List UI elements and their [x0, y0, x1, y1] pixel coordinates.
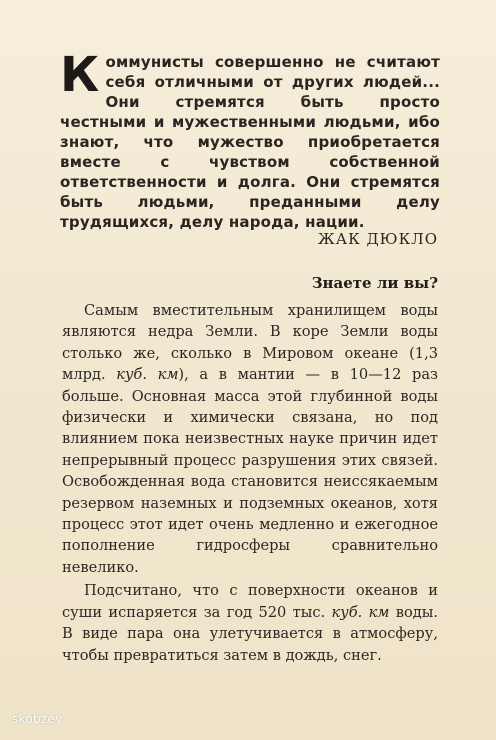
p1-text-b: ), а в мантии — в 10—12 раз больше. Основная масса этой глубинной воды физически и химически связана, но под влиянием пока неизвестных науке причин идет непрерывный процесс разрушения этих связей. Освобожденная вода становится неиссякаемым резервом наземных и подземных океанов, хотя процесс этот идет очень медленно и ежегодное пополнение гидросферы сравнительно невелико. — [62, 366, 438, 576]
quote-block — [60, 47, 440, 232]
drop-cap: К — [60, 47, 100, 103]
article-paragraph-2 — [62, 580, 438, 666]
article-body — [62, 300, 438, 666]
quote-text: оммунисты совершенно не считают себя отличными от других людей... Они стремятся быть просто честными и мужественными людьми, ибо знают, что мужество приобретается вместе с чувством собственной ответственности и долга. Они стремятся быть людьми, преданными делу трудящихся, делу народа, нации. — [60, 53, 440, 231]
p2-text-b: воды. В виде пара она улетучивается в атмосферу, чтобы превратиться затем в дождь, снег. — [62, 603, 438, 664]
section-title: Знаете ли вы? — [311, 274, 438, 292]
article-paragraph-1 — [62, 300, 438, 578]
quote-author: ЖАК ДЮКЛО — [317, 230, 438, 248]
p1-unit: куб. км — [116, 366, 179, 384]
watermark: skobzev — [12, 712, 63, 726]
p2-unit: куб. км — [331, 603, 390, 621]
p1-text-a: Самым вместительным хранилищем воды являются недра Земли. В коре Земли воды столько же, сколько в Мировом океане (1,3 млрд. — [62, 302, 438, 384]
p2-text-a: Подсчитано, что с поверхности океанов и суши испаряется за год 520 тыс. — [62, 582, 438, 621]
